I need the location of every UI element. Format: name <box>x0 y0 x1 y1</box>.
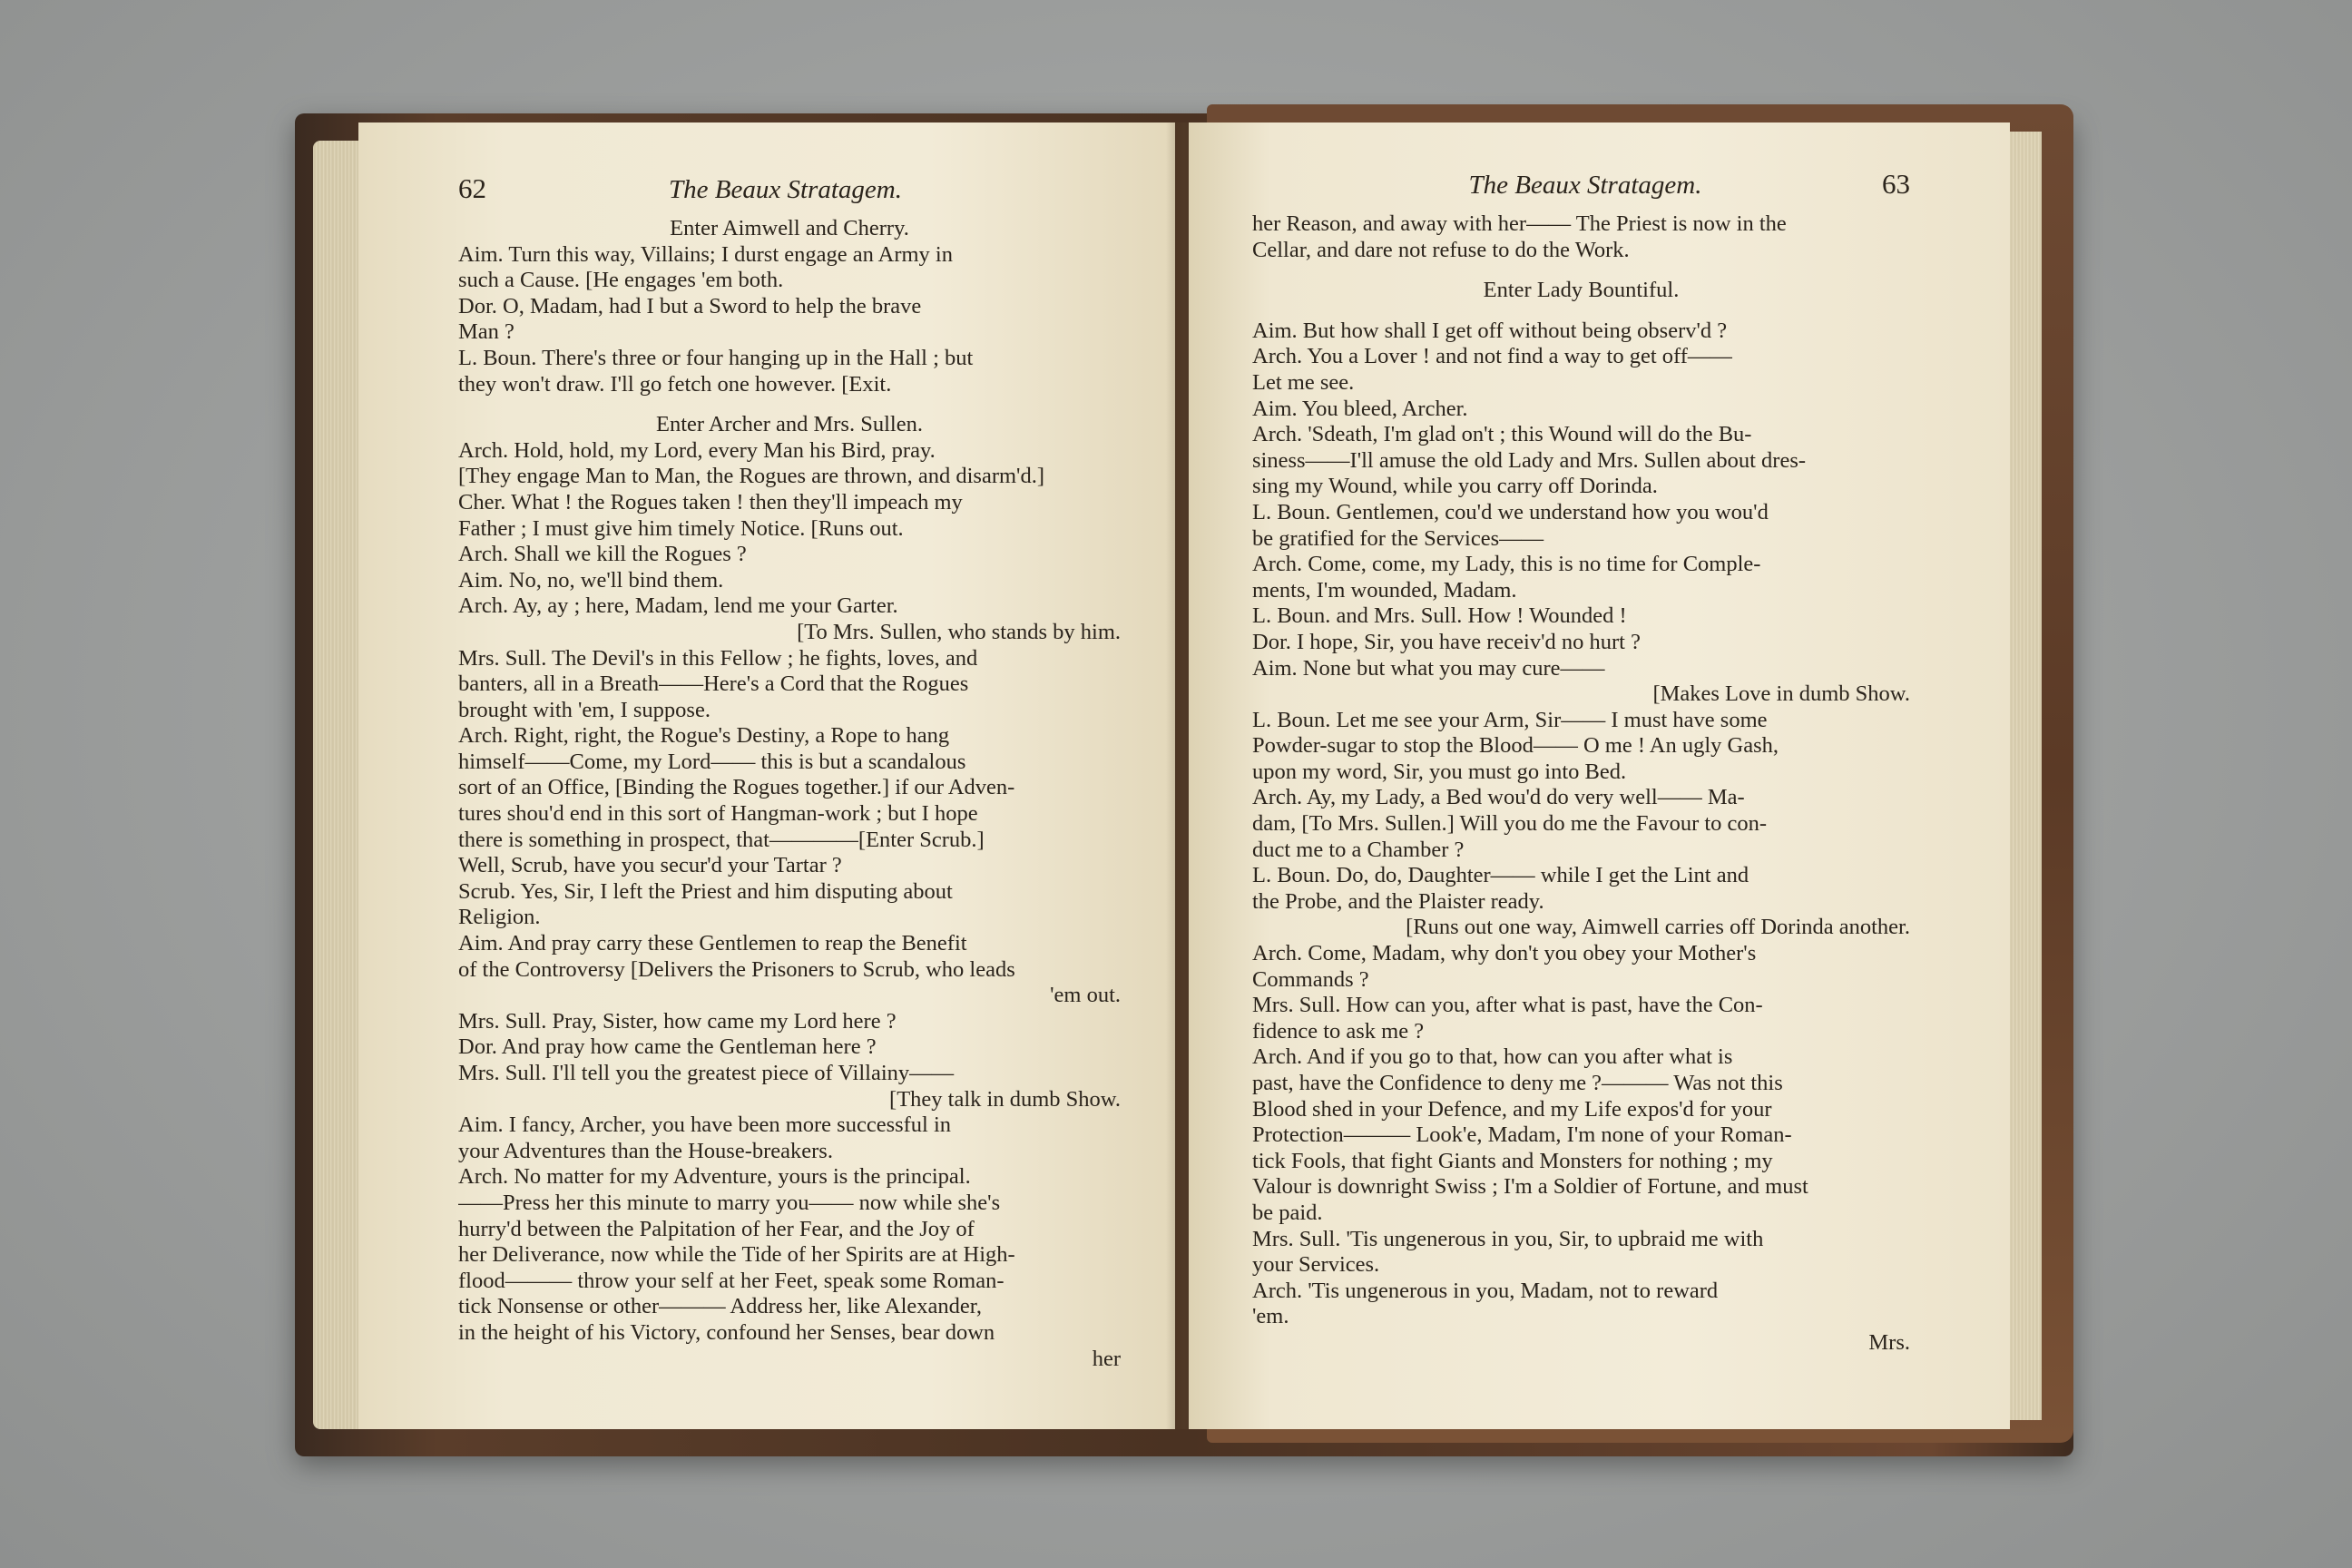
text-line: Mrs. Sull. The Devil's in this Fellow ; he fights, loves, and <box>458 645 978 671</box>
text-line <box>1252 263 1910 278</box>
text-line: Aim. None but what you may cure—— <box>1252 655 1605 681</box>
text-line: L. Boun. Do, do, Daughter—— while I get the Lint and <box>1252 863 1749 888</box>
right-running-head <box>1252 168 1910 201</box>
left-running-head <box>458 172 1121 205</box>
text-line: siness——I'll amuse the old Lady and Mrs. Sullen about dres- <box>1252 447 1807 473</box>
text-line: the Probe, and the Plaister ready. <box>1252 888 1544 914</box>
right-page <box>1189 122 2010 1429</box>
text-line: ——Press her this minute to marry you—— now while she's <box>458 1190 1001 1215</box>
text-line: Arch. Come, come, my Lady, this is no time for Comple- <box>1252 552 1761 577</box>
text-line: Mrs. Sull. 'Tis ungenerous in you, Sir, to upbraid me with <box>1252 1226 1764 1251</box>
text-line: Enter Lady Bountiful. <box>1483 278 1680 303</box>
text-line: Dor. And pray how came the Gentleman here ? <box>458 1034 877 1060</box>
text-line: they won't draw. I'll go fetch one however. [Exit. <box>458 371 892 397</box>
text-line: upon my word, Sir, you must go into Bed. <box>1252 759 1627 784</box>
text-line: past, have the Confidence to deny me ?——— Was not this <box>1252 1071 1783 1095</box>
text-line: tick Fools, that fight Giants and Monsters for nothing ; my <box>1252 1148 1773 1173</box>
text-line: Arch. Hold, hold, my Lord, every Man his Bird, pray. <box>458 437 936 463</box>
text-line: Valour is downright Swiss ; I'm a Soldier of Fortune, and must <box>1252 1174 1808 1200</box>
text-line: [Makes Love in dumb Show. <box>1652 681 1910 707</box>
text-line: Father ; I must give him timely Notice. [Runs out. <box>458 515 904 541</box>
text-line: in the height of his Victory, confound her Senses, bear down <box>458 1319 995 1345</box>
text-line: himself——Come, my Lord—— this is but a scandalous <box>458 749 966 774</box>
text-line: Enter Archer and Mrs. Sullen. <box>656 412 923 437</box>
text-line <box>458 397 1121 412</box>
text-line: tick Nonsense or other——— Address her, like Alexander, <box>458 1294 983 1319</box>
text-line: Arch. 'Sdeath, I'm glad on't ; this Wound will do the Bu- <box>1252 422 1752 447</box>
left-page <box>358 122 1175 1429</box>
text-line: banters, all in a Breath——Here's a Cord that the Rogues <box>458 671 969 697</box>
text-line: sing my Wound, while you carry off Dorinda. <box>1252 474 1658 499</box>
text-line: 'em out. <box>1050 983 1121 1008</box>
text-line: Arch. And if you go to that, how can you after what is <box>1252 1044 1733 1070</box>
text-line: Arch. Shall we kill the Rogues ? <box>458 542 747 567</box>
text-line: sort of an Office, [Binding the Rogues together.] if our Adven- <box>458 775 1015 800</box>
text-line: ments, I'm wounded, Madam. <box>1252 577 1517 603</box>
left-page-text <box>458 216 1121 1372</box>
text-line: Man ? <box>458 319 514 345</box>
text-line: be paid. <box>1252 1200 1323 1225</box>
text-line: Mrs. Sull. How can you, after what is past, have the Con- <box>1252 993 1763 1018</box>
text-line: Well, Scrub, have you secur'd your Tartar ? <box>458 853 842 878</box>
text-line: Aim. No, no, we'll bind them. <box>458 567 724 593</box>
text-line: Cellar, and dare not refuse to do the Work. <box>1252 237 1630 262</box>
text-line: duct me to a Chamber ? <box>1252 837 1465 862</box>
text-line: L. Boun. There's three or four hanging up in the Hall ; but <box>458 345 974 370</box>
text-line: Aim. I fancy, Archer, you have been more successful in <box>458 1112 952 1138</box>
text-line: her Reason, and away with her—— The Priest is now in the <box>1252 211 1787 236</box>
text-line: Mrs. Sull. Pray, Sister, how came my Lord here ? <box>458 1008 897 1034</box>
text-line: tures shou'd end in this sort of Hangman-work ; but I hope <box>458 801 978 827</box>
text-line: be gratified for the Services—— <box>1252 525 1544 551</box>
text-line: Powder-sugar to stop the Blood—— O me ! An ugly Gash, <box>1252 733 1779 759</box>
text-line: Aim. And pray carry these Gentlemen to reap the Benefit <box>458 931 967 956</box>
text-line: L. Boun. and Mrs. Sull. How ! Wounded ! <box>1252 603 1627 629</box>
right-page-text <box>1252 211 1910 1357</box>
text-line: fidence to ask me ? <box>1252 1018 1425 1044</box>
left-page-number: 62 <box>458 172 486 204</box>
left-running-title: The Beaux Stratagem. <box>669 175 902 204</box>
text-line: Commands ? <box>1252 966 1369 992</box>
text-line: Arch. Ay, my Lady, a Bed wou'd do very well—— Ma- <box>1252 785 1745 810</box>
text-line: Arch. 'Tis ungenerous in you, Madam, not to reward <box>1252 1278 1719 1303</box>
text-line: there is something in prospect, that————[Enter Scrub.] <box>458 827 985 852</box>
text-line: Religion. <box>458 905 541 930</box>
text-line <box>1252 304 1910 318</box>
text-line: [Runs out one way, Aimwell carries off Dorinda another. <box>1406 915 1910 940</box>
text-line: Scrub. Yes, Sir, I left the Priest and him disputing about <box>458 878 953 904</box>
text-line: such a Cause. [He engages 'em both. <box>458 268 784 293</box>
text-line: L. Boun. Let me see your Arm, Sir—— I must have some <box>1252 707 1768 732</box>
right-page-number: 63 <box>1881 168 1910 200</box>
text-line: Mrs. Sull. I'll tell you the greatest piece of Villainy—— <box>458 1061 955 1085</box>
text-line: Aim. Turn this way, Villains; I durst engage an Army in <box>458 241 953 267</box>
text-line: her Deliverance, now while the Tide of her Spirits are at High- <box>458 1242 1015 1268</box>
open-book <box>295 104 2073 1447</box>
text-line: Enter Aimwell and Cherry. <box>670 216 909 240</box>
text-line: Mrs. <box>1868 1329 1910 1355</box>
text-line: 'em. <box>1252 1304 1289 1329</box>
text-line: Arch. Ay, ay ; here, Madam, lend me your Garter. <box>458 593 898 619</box>
text-line: Cher. What ! the Rogues taken ! then they'll impeach my <box>458 489 963 514</box>
text-line: Blood shed in your Defence, and my Life expos'd for your <box>1252 1096 1772 1122</box>
text-line: [To Mrs. Sullen, who stands by him. <box>797 619 1121 644</box>
text-line: Arch. Right, right, the Rogue's Destiny, a Rope to hang <box>458 723 950 749</box>
text-line: Let me see. <box>1252 369 1355 395</box>
text-line: [They talk in dumb Show. <box>889 1086 1121 1112</box>
text-line: Protection——— Look'e, Madam, I'm none of your Roman- <box>1252 1122 1792 1148</box>
text-line: your Services. <box>1252 1252 1380 1278</box>
text-line: Dor. O, Madam, had I but a Sword to help the brave <box>458 293 922 318</box>
text-line: Aim. But how shall I get off without being observ'd ? <box>1252 318 1728 343</box>
text-line: Dor. I hope, Sir, you have receiv'd no hurt ? <box>1252 629 1641 654</box>
text-line: Arch. No matter for my Adventure, yours is the principal. <box>458 1164 971 1190</box>
text-line: flood——— throw your self at her Feet, speak some Roman- <box>458 1268 1004 1293</box>
text-line: hurry'd between the Palpitation of her Fear, and the Joy of <box>458 1216 975 1241</box>
text-line: of the Controversy [Delivers the Prisoners to Scrub, who leads <box>458 956 1015 982</box>
text-line: brought with 'em, I suppose. <box>458 697 710 722</box>
text-line: L. Boun. Gentlemen, cou'd we understand how you wou'd <box>1252 499 1769 524</box>
text-line: Arch. You a Lover ! and not find a way to get off—— <box>1252 344 1732 369</box>
right-running-title: The Beaux Stratagem. <box>1468 171 1702 200</box>
text-line: Aim. You bleed, Archer. <box>1252 396 1468 421</box>
text-line: her <box>1092 1346 1121 1371</box>
text-line: your Adventures than the House-breakers. <box>458 1138 833 1163</box>
text-line: [They engage Man to Man, the Rogues are thrown, and disarm'd.] <box>458 464 1044 489</box>
text-line: Arch. Come, Madam, why don't you obey your Mother's <box>1252 941 1757 966</box>
text-line: dam, [To Mrs. Sullen.] Will you do me the Favour to con- <box>1252 811 1768 837</box>
